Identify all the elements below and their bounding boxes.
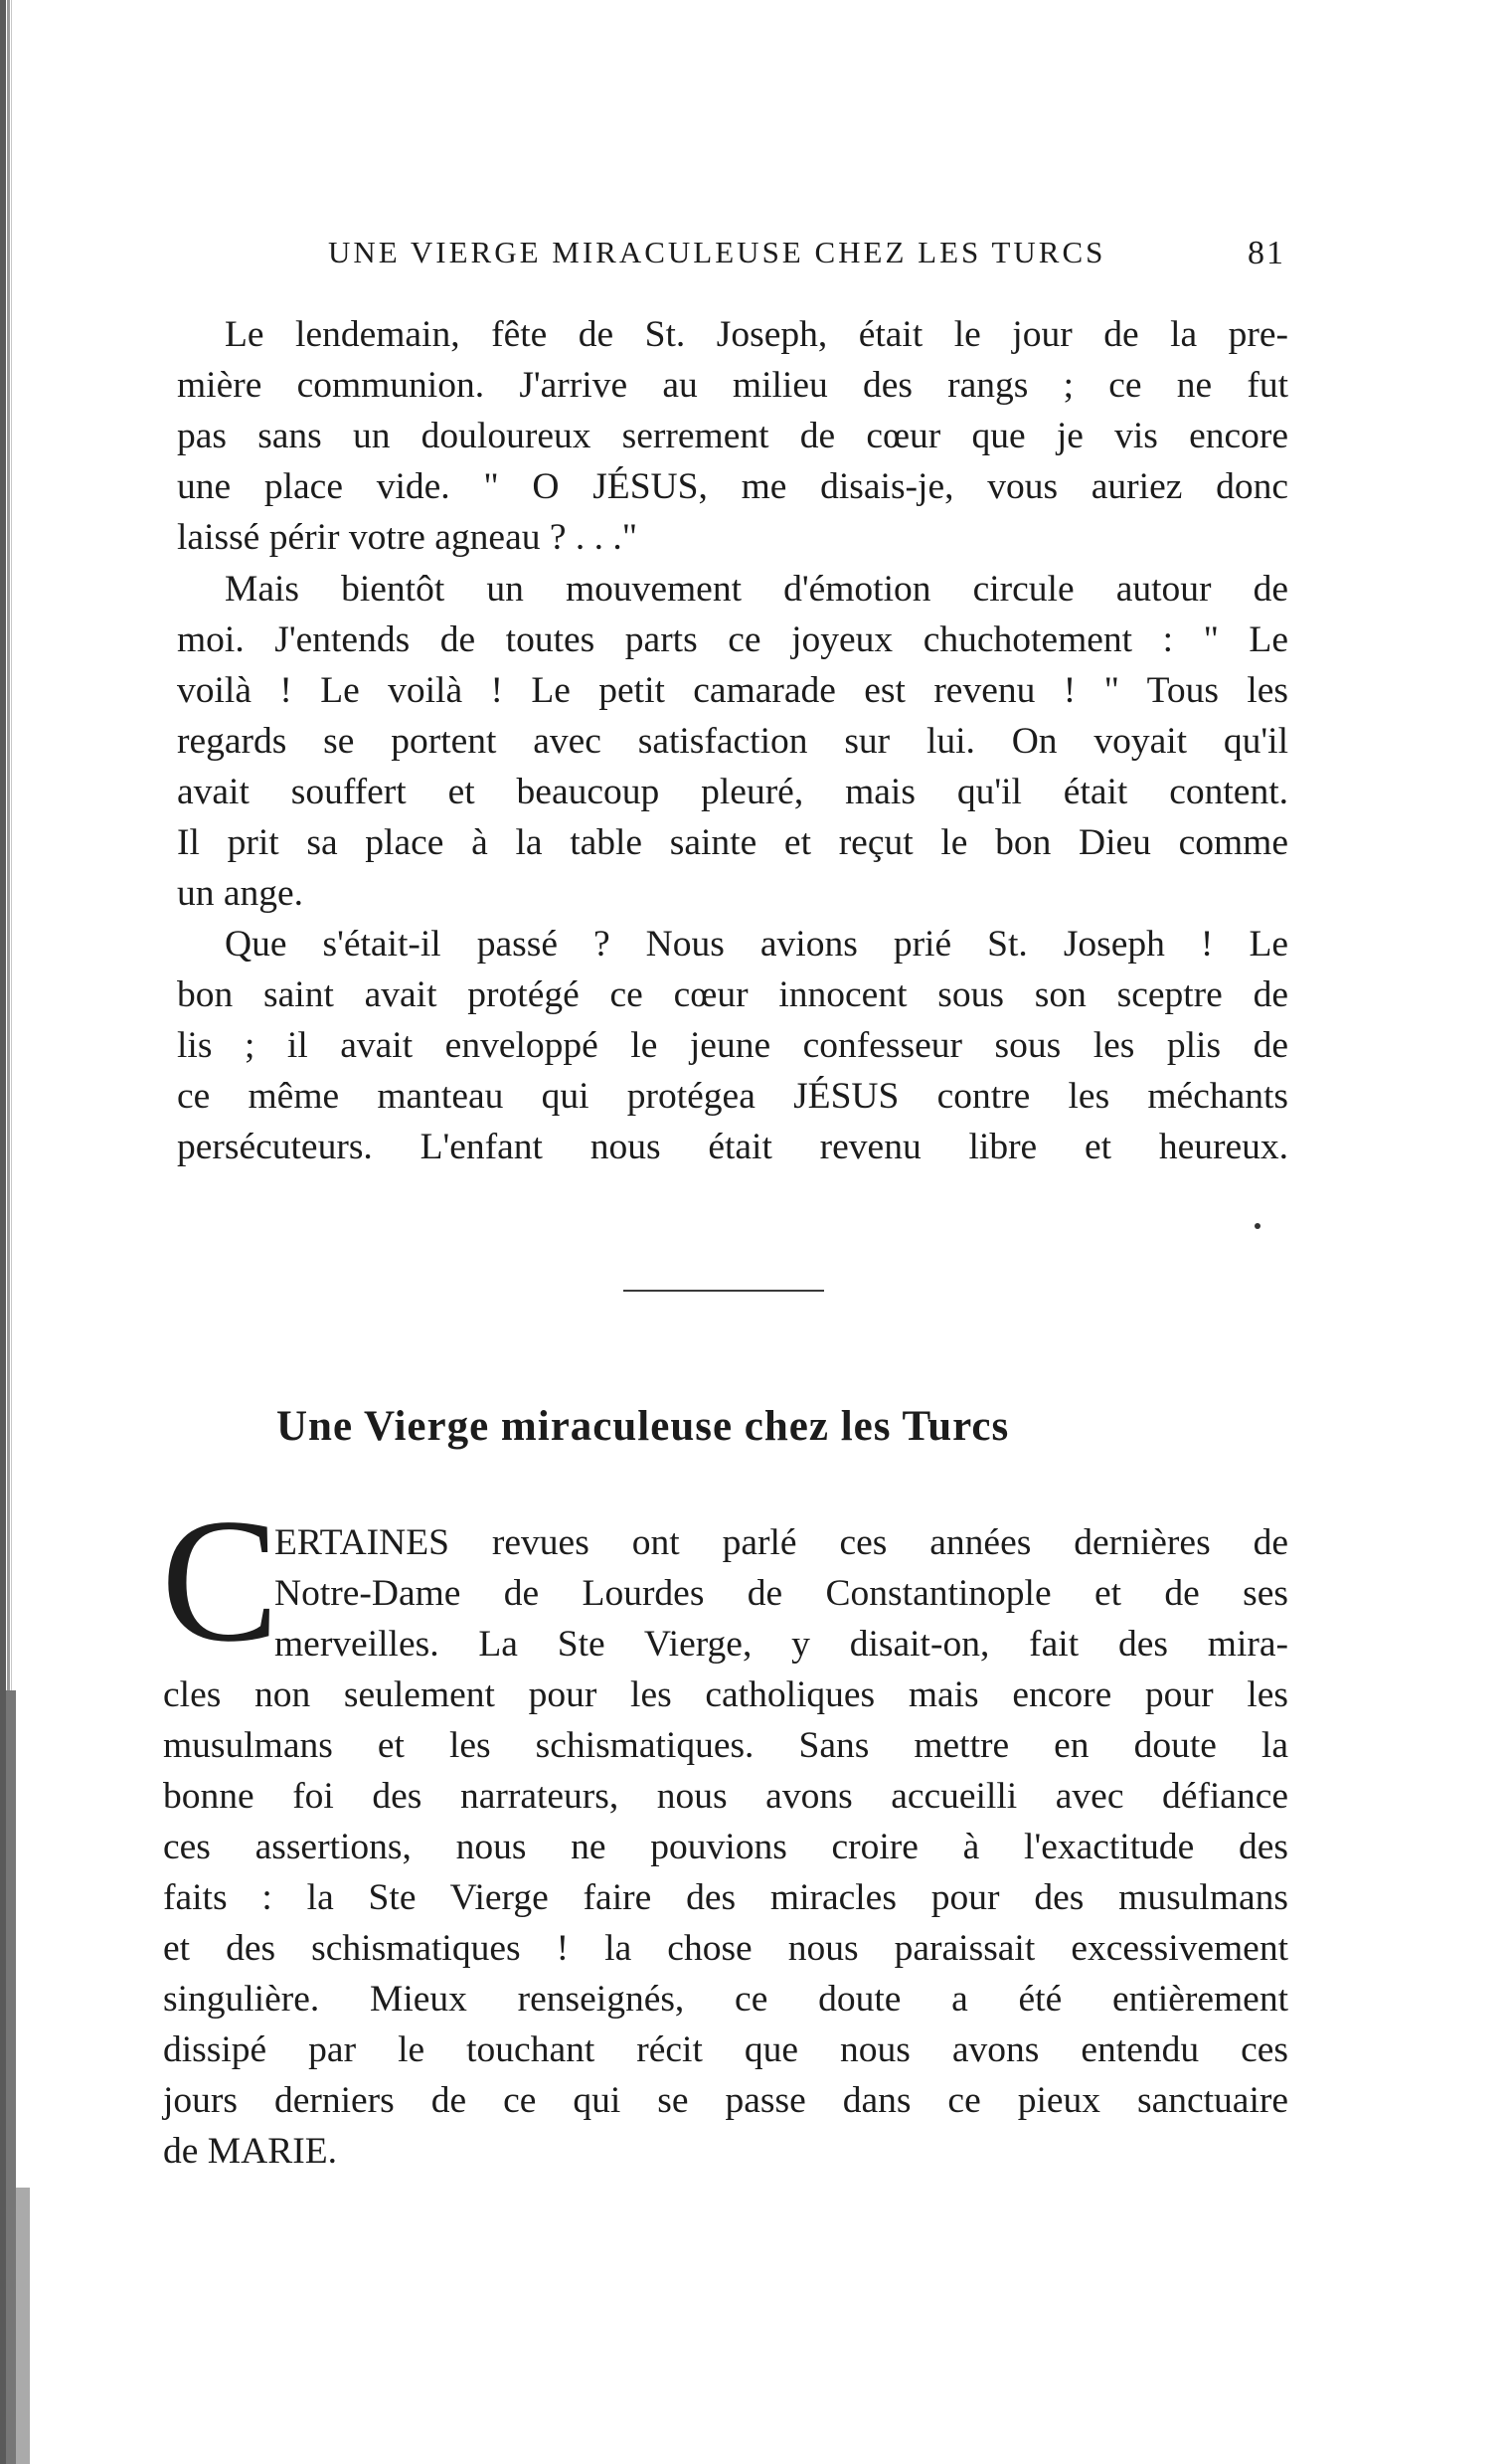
article-body: [163, 1517, 1288, 2177]
text-line: ce même manteau qui protégea JÉSUS contre les méchants: [177, 1076, 1288, 1117]
section-divider: [623, 1290, 824, 1292]
text-line: ERTAINES revues ont parlé ces années dernières de: [274, 1522, 1288, 1563]
running-head: UNE VIERGE MIRACULEUSE CHEZ LES TURCS: [328, 235, 1106, 269]
text-line: un ange.: [177, 873, 304, 914]
text-line: singulière. Mieux renseignés, ce doute a été entièrement: [163, 1979, 1288, 2020]
text-line: bonne foi des narrateurs, nous avons accueilli avec défiance: [163, 1776, 1288, 1817]
text-line: jours derniers de ce qui se passe dans ce pieux sanctuaire: [163, 2080, 1288, 2121]
text-line: Que s'était-il passé ? Nous avions prié St. Joseph ! Le: [225, 924, 1288, 965]
text-line: pas sans un douloureux serrement de cœur que je vis encore: [177, 416, 1288, 456]
story-paragraph-1: [177, 309, 1288, 563]
page-number: 81: [1248, 235, 1285, 271]
text-line: voilà ! Le voilà ! Le petit camarade est revenu ! " Tous les: [177, 670, 1288, 711]
text-line: faits : la Ste Vierge faire des miracles pour des musulmans: [163, 1877, 1288, 1918]
text-line: persécuteurs. L'enfant nous était revenu libre et heureux.: [177, 1127, 1288, 1167]
article-title: Une Vierge miraculeuse chez les Turcs: [276, 1403, 1010, 1450]
story-paragraph-3: [177, 919, 1288, 1172]
text-line: mière communion. J'arrive au milieu des rangs ; ce ne fut: [177, 365, 1288, 406]
text-line: Mais bientôt un mouvement d'émotion circule autour de: [225, 569, 1288, 610]
story-paragraph-2: [177, 564, 1288, 919]
scan-speck: [1255, 1223, 1260, 1229]
text-line: moi. J'entends de toutes parts ce joyeux chuchotement : " Le: [177, 619, 1288, 660]
text-line: cles non seulement pour les catholiques mais encore pour les: [163, 1674, 1288, 1715]
text-line: bon saint avait protégé ce cœur innocent sous son sceptre de: [177, 974, 1288, 1015]
text-line: une place vide. " O JÉSUS, me disais-je, vous auriez donc: [177, 466, 1288, 507]
text-line: Le lendemain, fête de St. Joseph, était le jour de la pre-: [225, 314, 1288, 355]
text-line: regards se portent avec satisfaction sur lui. On voyait qu'il: [177, 721, 1288, 762]
text-line: lis ; il avait enveloppé le jeune confesseur sous les plis de: [177, 1025, 1288, 1066]
text-line: laissé périr votre agneau ? . . .": [177, 517, 638, 558]
text-line: musulmans et les schismatiques. Sans mettre en doute la: [163, 1725, 1288, 1766]
text-line: Il prit sa place à la table sainte et reçut le bon Dieu comme: [177, 822, 1288, 863]
text-line: et des schismatiques ! la chose nous paraissait excessivement: [163, 1928, 1288, 1969]
text-line: dissipé par le touchant récit que nous avons entendu ces: [163, 2029, 1288, 2070]
text-line: ces assertions, nous ne pouvions croire à l'exactitude des: [163, 1827, 1288, 1867]
text-line: merveilles. La Ste Vierge, y disait-on, fait des mira-: [274, 1624, 1288, 1665]
scanned-page-edge: [0, 0, 50, 2464]
text-line: Notre-Dame de Lourdes de Constantinople et de ses: [274, 1573, 1288, 1614]
drop-cap: C: [161, 1482, 279, 1678]
text-line: de MARIE.: [163, 2131, 337, 2172]
text-line: avait souffert et beaucoup pleuré, mais qu'il était content.: [177, 772, 1288, 812]
